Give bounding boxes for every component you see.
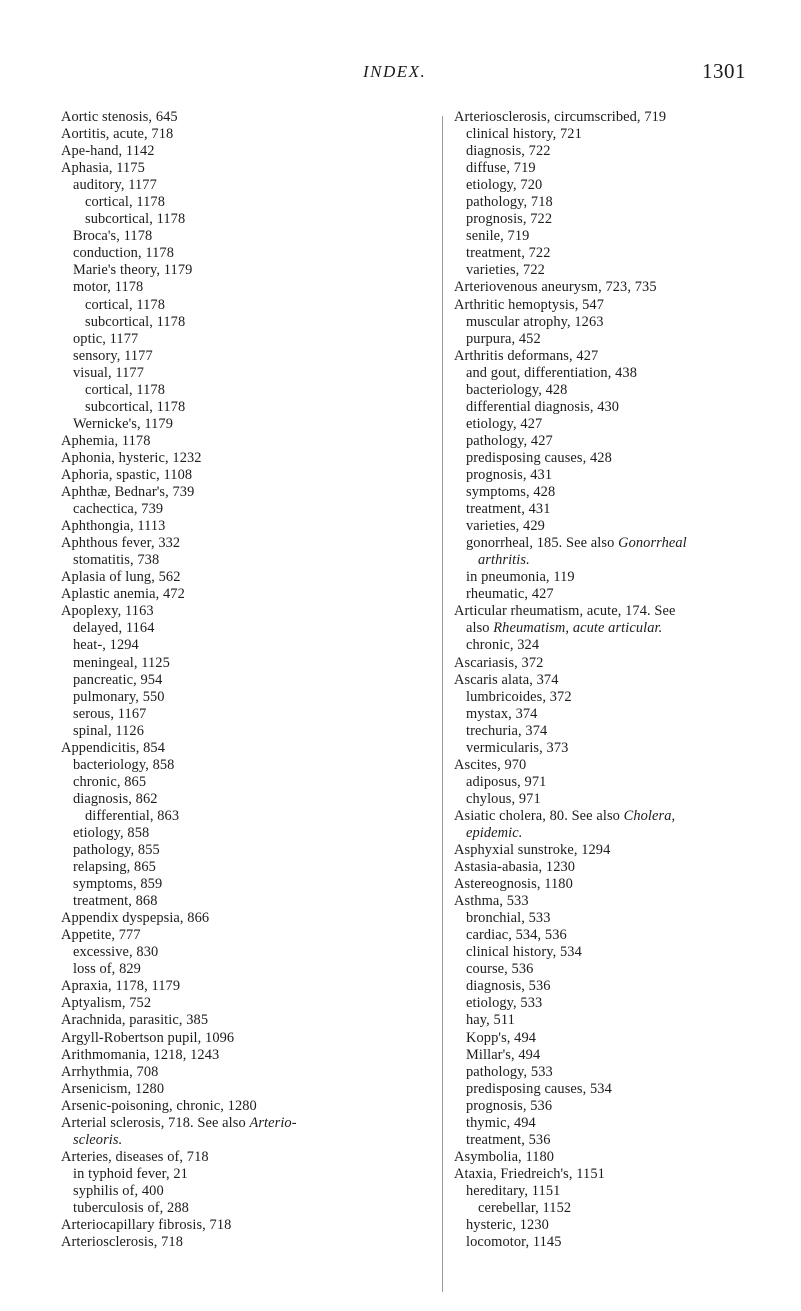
index-entry-text: also: [466, 620, 494, 637]
index-entry-text: Millar's, 494: [466, 1046, 541, 1063]
index-entry-text: Aortic stenosis, 645: [61, 109, 178, 125]
index-entry-text: Arteriovenous aneurysm, 723, 735: [454, 279, 657, 296]
index-entry: [454, 1149, 772, 1166]
index-entry-text: etiology, 858: [73, 824, 150, 841]
index-entry-text: hysteric, 1230: [466, 1217, 549, 1234]
index-entry-text: Aphthous fever, 332: [61, 535, 181, 552]
index-entry-text: etiology, 533: [466, 995, 543, 1012]
index-entry: [61, 1115, 439, 1132]
index-entry-text: in pneumonia, 119: [466, 569, 575, 586]
index-entry-text: meningeal, 1125: [73, 654, 170, 671]
index-entry-text: subcortical, 1178: [85, 313, 186, 330]
index-entry: [61, 262, 439, 279]
index-entry: [61, 586, 439, 603]
index-entry: [454, 1064, 772, 1081]
index-entry: [454, 910, 772, 927]
index-entry: [454, 825, 772, 842]
index-entry-text: in typhoid fever, 21: [73, 1165, 188, 1182]
index-entry: [61, 620, 439, 637]
index-entry: [454, 433, 772, 450]
index-entry: [61, 416, 439, 433]
index-entry-text: bacteriology, 858: [73, 756, 175, 773]
index-entry-text: chylous, 971: [466, 790, 541, 807]
index-entry-text: Appendix dyspepsia, 866: [61, 910, 210, 927]
index-entry: [61, 859, 439, 876]
index-entry: [61, 995, 439, 1012]
index-entry-text: pathology, 427: [466, 432, 553, 449]
index-entry-text: Kopp's, 494: [466, 1029, 537, 1046]
column-divider: [442, 116, 443, 1292]
index-entry-text: Asphyxial sunstroke, 1294: [454, 842, 611, 859]
page-number: 1301: [702, 59, 746, 83]
index-entry: [454, 518, 772, 535]
index-entry: [61, 876, 439, 893]
index-entry-text: Aphonia, hysteric, 1232: [61, 449, 202, 466]
index-entry-text: Asthma, 533: [454, 893, 529, 910]
index-entry: [454, 194, 772, 211]
index-entry: [454, 876, 772, 893]
index-entry: [61, 791, 439, 808]
index-entry-text: subcortical, 1178: [85, 211, 186, 228]
index-entry-text: varieties, 429: [466, 518, 545, 535]
index-entry-text: Arteriosclerosis, 718: [61, 1234, 183, 1251]
index-entry: [454, 501, 772, 518]
index-entry-text: cerebellar, 1152: [478, 1200, 572, 1216]
cross-reference: Rheumatism, acute articular.: [493, 620, 663, 637]
index-entry: [61, 1081, 439, 1098]
index-entry: [61, 365, 439, 382]
index-entry: [61, 774, 439, 791]
index-entry: [454, 586, 772, 603]
index-entry: [454, 1081, 772, 1098]
index-entry: [61, 331, 439, 348]
index-entry-text: gonorrheal, 185. See also: [466, 535, 619, 552]
index-entry: [61, 467, 439, 484]
index-entry-text: loss of, 829: [73, 961, 141, 978]
index-entry: [61, 893, 439, 910]
index-entry-text: prognosis, 431: [466, 466, 553, 483]
index-entry: [454, 706, 772, 723]
index-entry: [61, 484, 439, 501]
index-entry: [454, 1234, 772, 1251]
index-entry: [61, 211, 439, 228]
index-entry: [61, 1234, 439, 1251]
index-entry-text: clinical history, 534: [466, 944, 582, 961]
index-entry: [454, 382, 772, 399]
index-entry: [61, 399, 439, 416]
index-entry-text: and gout, differentiation, 438: [466, 364, 637, 381]
index-entry: [61, 808, 439, 825]
index-entry-text: excessive, 830: [73, 944, 159, 961]
index-entry-text: Arterial sclerosis, 718. See also: [61, 1114, 250, 1131]
index-entry: [61, 433, 439, 450]
index-entry: [61, 944, 439, 961]
index-entry: [454, 484, 772, 501]
index-entry-text: Articular rheumatism, acute, 174. See: [454, 603, 676, 620]
index-entry: [61, 450, 439, 467]
index-entry-text: conduction, 1178: [73, 245, 174, 262]
index-entry: [454, 774, 772, 791]
index-entry-text: Aphthæ, Bednar's, 739: [61, 484, 195, 501]
index-entry-text: prognosis, 722: [466, 211, 553, 228]
index-entry-text: differential diagnosis, 430: [466, 398, 620, 415]
index-entry-text: Ataxia, Friedreich's, 1151: [454, 1165, 605, 1182]
index-entry-text: diagnosis, 722: [466, 143, 551, 160]
index-entry: [454, 893, 772, 910]
index-entry: [454, 262, 772, 279]
index-entry-text: stomatitis, 738: [73, 552, 160, 569]
index-entry: [454, 297, 772, 314]
index-entry-text: trechuria, 374: [466, 722, 548, 739]
index-entry: [454, 467, 772, 484]
index-entry: [454, 1098, 772, 1115]
index-entry-text: etiology, 720: [466, 177, 543, 194]
index-entry: [454, 723, 772, 740]
index-entry: [61, 569, 439, 586]
index-entry-text: Ape-hand, 1142: [61, 143, 155, 160]
index-entry-text: pathology, 533: [466, 1063, 553, 1080]
index-entry-text: Appetite, 777: [61, 927, 141, 944]
index-entry: [61, 757, 439, 774]
index-entry-text: Broca's, 1178: [73, 228, 153, 245]
index-entry-text: Arteriocapillary fibrosis, 718: [61, 1217, 232, 1234]
cross-reference: Arterio-: [249, 1114, 297, 1131]
index-entry-text: Asiatic cholera, 80. See also: [454, 807, 624, 824]
index-entry: [454, 552, 772, 569]
index-entry-text: treatment, 536: [466, 1131, 551, 1148]
index-entry-text: Aplasia of lung, 562: [61, 569, 181, 586]
index-entry-text: purpura, 452: [466, 330, 541, 347]
index-entry-text: locomotor, 1145: [466, 1234, 562, 1251]
index-entry-text: Marie's theory, 1179: [73, 262, 193, 279]
index-entry-text: Aphemia, 1178: [61, 432, 151, 449]
index-entry-text: tuberculosis of, 288: [73, 1200, 189, 1216]
index-entry: [454, 1030, 772, 1047]
index-entry-text: diffuse, 719: [466, 160, 536, 177]
index-entry: [61, 518, 439, 535]
index-entry-text: mystax, 374: [466, 705, 538, 722]
index-entry: [454, 620, 772, 637]
index-entry-text: treatment, 431: [466, 501, 551, 518]
index-entry-text: motor, 1178: [73, 279, 144, 296]
index-entry: [61, 723, 439, 740]
index-entry-text: Aplastic anemia, 472: [61, 586, 185, 603]
index-entry-text: symptoms, 428: [466, 484, 556, 501]
index-entry: [61, 1200, 439, 1217]
index-entry-text: differential, 863: [85, 807, 180, 824]
index-entry: [454, 1132, 772, 1149]
index-entry: [61, 1030, 439, 1047]
index-entry: [61, 603, 439, 620]
index-entry: [61, 927, 439, 944]
cross-reference: scleoris.: [73, 1131, 123, 1148]
index-entry: [61, 961, 439, 978]
index-entry: [454, 314, 772, 331]
index-entry-text: diagnosis, 536: [466, 978, 551, 995]
index-entry-text: Arthritis deformans, 427: [454, 347, 599, 364]
index-entry: [61, 535, 439, 552]
index-entry: [454, 177, 772, 194]
index-entry-text: vermicularis, 373: [466, 739, 569, 756]
index-entry-text: bronchial, 533: [466, 910, 551, 927]
index-entry: [454, 126, 772, 143]
running-head: [0, 59, 801, 86]
index-entry: [454, 603, 772, 620]
index-entry-text: Arachnida, parasitic, 385: [61, 1012, 209, 1029]
index-entry-text: cortical, 1178: [85, 296, 165, 313]
index-entry: [61, 1012, 439, 1029]
index-entry: [61, 314, 439, 331]
index-entry-text: Apoplexy, 1163: [61, 603, 154, 620]
index-entry-text: etiology, 427: [466, 415, 543, 432]
index-entry-text: rheumatic, 427: [466, 586, 554, 603]
index-entry: [454, 348, 772, 365]
index-entry: [454, 995, 772, 1012]
index-entry: [61, 706, 439, 723]
index-entry: [454, 944, 772, 961]
index-entry-text: Appendicitis, 854: [61, 739, 166, 756]
index-entry: [61, 297, 439, 314]
index-entry: [61, 279, 439, 296]
index-entry-text: Arthritic hemoptysis, 547: [454, 296, 604, 313]
index-entry-text: Arteries, diseases of, 718: [61, 1148, 209, 1165]
index-entry-text: pathology, 855: [73, 842, 160, 859]
index-entry-text: predisposing causes, 534: [466, 1080, 612, 1097]
index-entry-text: predisposing causes, 428: [466, 449, 612, 466]
index-entry: [454, 842, 772, 859]
index-entry-text: delayed, 1164: [73, 620, 155, 637]
index-entry-text: sensory, 1177: [73, 347, 153, 364]
index-entry-text: prognosis, 536: [466, 1097, 553, 1114]
index-entry: [61, 1217, 439, 1234]
index-entry-text: Arsenicism, 1280: [61, 1080, 165, 1097]
index-entry: [61, 825, 439, 842]
index-entry: [61, 672, 439, 689]
index-entry: [61, 1183, 439, 1200]
index-entry: [454, 740, 772, 757]
index-entry: [454, 450, 772, 467]
index-entry: [454, 672, 772, 689]
index-entry-text: Aphthongia, 1113: [61, 518, 166, 535]
index-entry-text: pancreatic, 954: [73, 671, 163, 688]
index-entry: [454, 109, 772, 126]
index-entry: [61, 552, 439, 569]
index-entry: [454, 757, 772, 774]
index-entry: [61, 655, 439, 672]
index-entry: [61, 126, 439, 143]
index-entry-text: cortical, 1178: [85, 381, 165, 398]
index-entry-text: Arithmomania, 1218, 1243: [61, 1046, 220, 1063]
index-entry: [454, 1166, 772, 1183]
index-entry: [61, 194, 439, 211]
index-entry: [454, 365, 772, 382]
index-entry-text: auditory, 1177: [73, 177, 157, 194]
index-entry: [454, 1217, 772, 1234]
index-entry: [61, 1132, 439, 1149]
index-entry-text: Arteriosclerosis, circumscribed, 719: [454, 109, 667, 125]
index-entry: [61, 1047, 439, 1064]
index-entry: [61, 637, 439, 654]
index-entry-text: thymic, 494: [466, 1114, 536, 1131]
index-entry: [61, 842, 439, 859]
index-entry: [454, 808, 772, 825]
index-entry: [454, 859, 772, 876]
index-entry: [454, 1012, 772, 1029]
index-entry-text: varieties, 722: [466, 262, 545, 279]
index-entry: [61, 245, 439, 262]
index-entry: [454, 535, 772, 552]
index-entry: [61, 160, 439, 177]
index-entry: [454, 637, 772, 654]
index-entry-text: lumbricoides, 372: [466, 688, 572, 705]
index-entry-text: hay, 511: [466, 1012, 515, 1029]
index-entry-text: Argyll-Robertson pupil, 1096: [61, 1029, 235, 1046]
index-entry-text: symptoms, 859: [73, 876, 163, 893]
index-entry-text: Aptyalism, 752: [61, 995, 152, 1012]
index-entry-text: subcortical, 1178: [85, 398, 186, 415]
index-entry-text: cortical, 1178: [85, 194, 165, 211]
index-entry: [454, 211, 772, 228]
index-entry: [454, 655, 772, 672]
index-entry-text: Astereognosis, 1180: [454, 876, 573, 893]
index-entry-text: optic, 1177: [73, 330, 139, 347]
index-entry-text: adiposus, 971: [466, 773, 547, 790]
index-entry: [454, 978, 772, 995]
index-entry-text: treatment, 868: [73, 893, 158, 910]
index-entry: [454, 1115, 772, 1132]
index-column-left: [61, 109, 439, 1251]
index-entry-text: diagnosis, 862: [73, 790, 158, 807]
index-entry-text: bacteriology, 428: [466, 381, 568, 398]
index-entry-text: senile, 719: [466, 228, 530, 245]
index-entry-text: Ascites, 970: [454, 756, 527, 773]
index-entry-text: chronic, 865: [73, 773, 147, 790]
index-entry: [454, 961, 772, 978]
index-entry: [61, 1166, 439, 1183]
cross-reference: Cholera,: [623, 807, 676, 824]
index-entry: [454, 791, 772, 808]
index-entry-text: pathology, 718: [466, 194, 553, 211]
index-entry: [61, 382, 439, 399]
running-head-title: INDEX.: [363, 62, 427, 81]
cross-reference: Gonorrheal: [618, 535, 687, 552]
index-entry: [61, 910, 439, 927]
index-entry-text: muscular atrophy, 1263: [466, 313, 604, 330]
index-entry: [454, 143, 772, 160]
index-entry-text: cardiac, 534, 536: [466, 927, 567, 944]
index-entry: [61, 228, 439, 245]
cross-reference: epidemic.: [466, 824, 523, 841]
index-entry: [61, 109, 439, 126]
index-entry-text: Apraxia, 1178, 1179: [61, 978, 181, 995]
index-entry-text: course, 536: [466, 961, 534, 978]
index-entry: [454, 245, 772, 262]
index-entry-text: Aphasia, 1175: [61, 160, 145, 177]
index-entry: [454, 399, 772, 416]
index-entry-text: cachectica, 739: [73, 501, 164, 518]
index-column-right: [454, 109, 772, 1251]
index-entry: [454, 1200, 772, 1217]
index-entry-text: syphilis of, 400: [73, 1182, 164, 1199]
index-entry: [61, 501, 439, 518]
index-entry: [454, 160, 772, 177]
index-entry: [454, 569, 772, 586]
index-entry: [61, 1098, 439, 1115]
index-entry-text: Astasia-abasia, 1230: [454, 859, 576, 876]
index-entry-text: pulmonary, 550: [73, 688, 165, 705]
index-entry-text: serous, 1167: [73, 705, 147, 722]
index-entry: [454, 331, 772, 348]
cross-reference: arthritis.: [478, 552, 530, 569]
index-entry-text: clinical history, 721: [466, 126, 582, 143]
index-entry: [61, 143, 439, 160]
index-entry-text: Wernicke's, 1179: [73, 415, 174, 432]
index-entry-text: treatment, 722: [466, 245, 551, 262]
index-entry-text: Arrhythmia, 708: [61, 1063, 159, 1080]
index-entry: [454, 228, 772, 245]
index-entry: [454, 689, 772, 706]
index-entry: [61, 740, 439, 757]
index-entry: [61, 689, 439, 706]
index-entry-text: hereditary, 1151: [466, 1182, 561, 1199]
index-entry: [61, 978, 439, 995]
index-entry-text: Arsenic-poisoning, chronic, 1280: [61, 1097, 257, 1114]
index-entry: [454, 416, 772, 433]
index-entry: [61, 1149, 439, 1166]
index-entry: [61, 1064, 439, 1081]
index-entry: [454, 1047, 772, 1064]
index-entry: [454, 279, 772, 296]
index-entry-text: relapsing, 865: [73, 859, 156, 876]
index-entry: [454, 927, 772, 944]
index-entry-text: Ascaris alata, 374: [454, 671, 559, 688]
index-entry-text: heat-, 1294: [73, 637, 139, 654]
index-entry-text: Asymbolia, 1180: [454, 1148, 555, 1165]
index-entry-text: spinal, 1126: [73, 722, 145, 739]
index-entry: [61, 177, 439, 194]
index-entry-text: visual, 1177: [73, 364, 145, 381]
index-entry-text: chronic, 324: [466, 637, 540, 654]
index-entry-text: Ascariasis, 372: [454, 654, 544, 671]
index-entry-text: Aphoria, spastic, 1108: [61, 466, 193, 483]
index-entry-text: Aortitis, acute, 718: [61, 126, 174, 143]
index-entry: [61, 348, 439, 365]
index-entry: [454, 1183, 772, 1200]
